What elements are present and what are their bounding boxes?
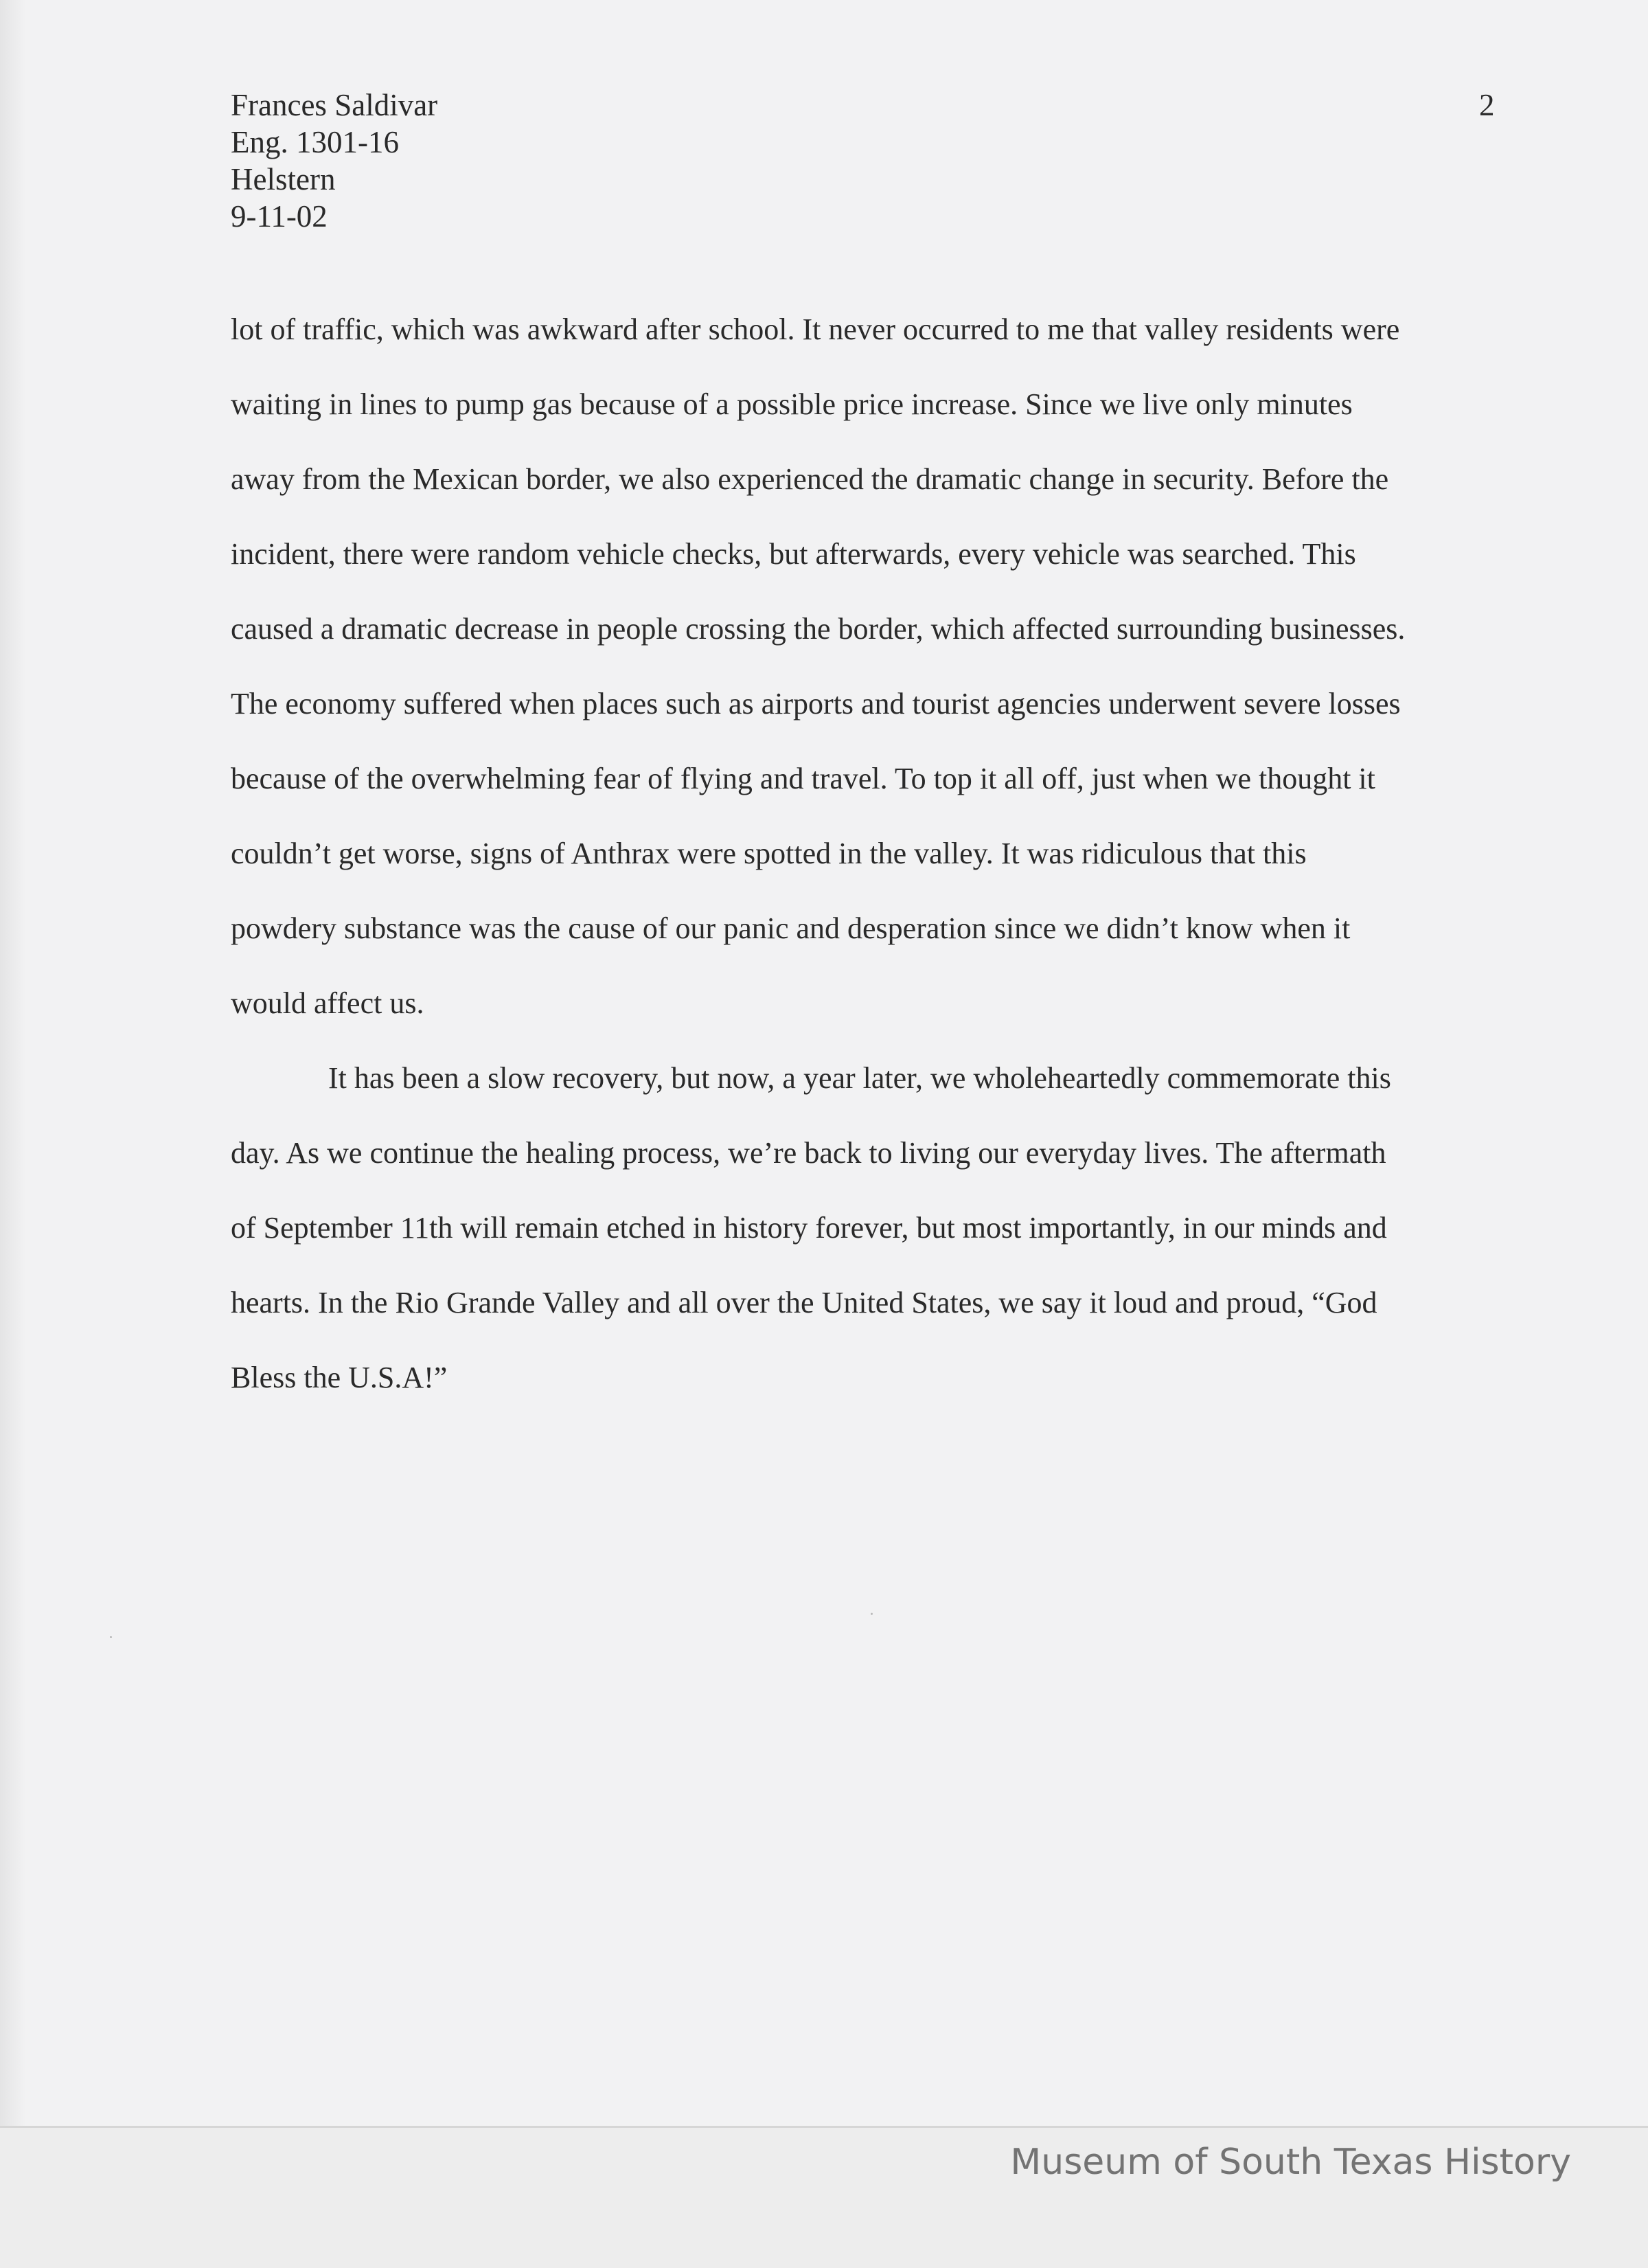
body-line: caused a dramatic decrease in people crossing the border, which affected surrounding businesses. xyxy=(231,612,1406,646)
paper-speck xyxy=(871,1613,873,1615)
body-line: day. As we continue the healing process, we’re back to living our everyday lives. The aftermath xyxy=(231,1136,1386,1170)
body-line: would affect us. xyxy=(231,986,424,1020)
body-line: hearts. In the Rio Grande Valley and all over the United States, we say it loud and proud, “God xyxy=(231,1286,1377,1319)
page-number: 2 xyxy=(1479,88,1495,122)
essay-body xyxy=(231,308,1497,1431)
museum-watermark: Museum of South Texas History xyxy=(1010,2142,1571,2183)
body-line: powdery substance was the cause of our panic and desperation since we didn’t know when it xyxy=(231,911,1351,945)
paper-speck xyxy=(110,1636,112,1638)
body-line: because of the overwhelming fear of flying and travel. To top it all off, just when we thought it xyxy=(231,762,1375,795)
paragraph-start-line: It has been a slow recovery, but now, a year later, we wholeheartedly commemorate this xyxy=(328,1061,1391,1095)
course-code: Eng. 1301-16 xyxy=(231,125,399,159)
body-line: away from the Mexican border, we also experienced the dramatic change in security. Before the xyxy=(231,462,1389,496)
body-line: couldn’t get worse, signs of Anthrax were spotted in the valley. It was ridiculous that this xyxy=(231,837,1307,870)
page-shadow xyxy=(0,0,26,2127)
body-line: The economy suffered when places such as airports and tourist agencies underwent severe losses xyxy=(231,687,1401,721)
instructor-name: Helstern xyxy=(231,162,336,196)
author-name: Frances Saldivar xyxy=(231,88,438,122)
essay-header xyxy=(231,87,437,235)
body-line: incident, there were random vehicle checks, but afterwards, every vehicle was searched. This xyxy=(231,537,1356,571)
body-line: lot of traffic, which was awkward after school. It never occurred to me that valley residents were xyxy=(231,313,1400,346)
body-line: of September 11th will remain etched in history forever, but most importantly, in our minds and xyxy=(231,1211,1387,1245)
essay-date: 9-11-02 xyxy=(231,199,328,234)
body-line: Bless the U.S.A!” xyxy=(231,1361,448,1394)
body-line: waiting in lines to pump gas because of a possible price increase. Since we live only minutes xyxy=(231,387,1353,421)
